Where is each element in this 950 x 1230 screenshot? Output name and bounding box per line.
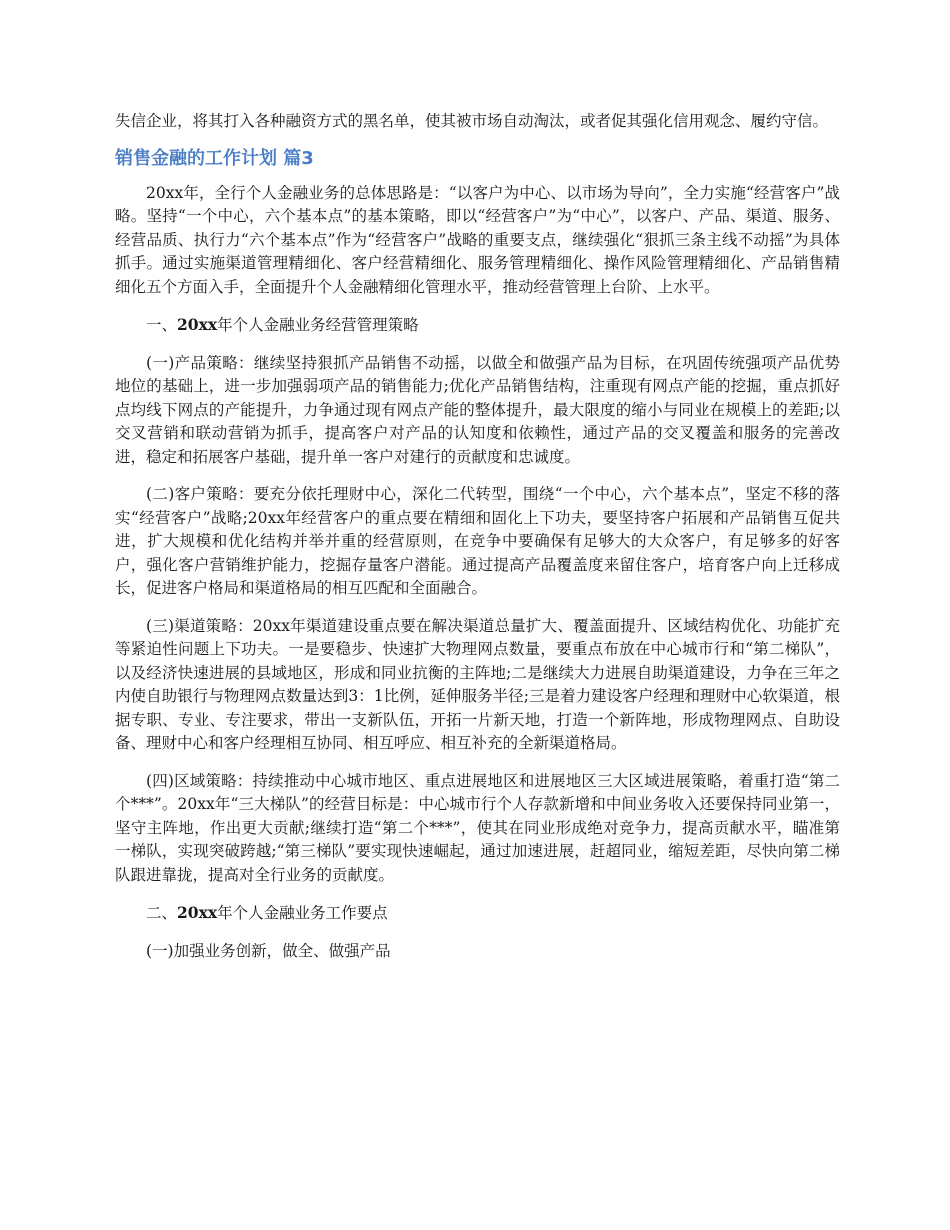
intro-paragraph: 20xx年，全行个人金融业务的总体思路是：“以客户为中心、以市场为导向”，全力实施“经营客户”战略。坚持“一个中心，六个基本点”的基本策略，即以“经营客户”为“中心”，以客户、产品、渠道、服务、经营品质、执行力“六个基本点”作为“经营客户”战略的重要支点，继续强化“狠抓三条主线不动摇”为具体抓手。通过实施渠道管理精细化、客户经营精细化、服务管理精细化、操作风险管理精细化、产品销售精细化五个方面入手，全面提升个人金融精细化管理水平，推动经营管理上台阶、上水平。 — [115, 183, 840, 296]
product-strategy-paragraph: (一)产品策略：继续坚持狠抓产品销售不动摇，以做全和做强产品为目标，在巩固传统强项产品优势地位的基础上，进一步加强弱项产品的销售能力;优化产品销售结构，注重现有网点产能的挖掘，重点抓好点均线下网点的产能提升，力争通过现有网点产能的整体提升，最大限度的缩小与同业在规模上的差距;以交叉营销和联动营销为抓手，提高客户对产品的认知度和依赖性，通过产品的交叉覆盖和服务的完善改进，稳定和拓展客户基础，提升单一客户对建行的贡献度和忠诚度。 — [115, 353, 840, 466]
customer-strategy-paragraph: (二)客户策略：要充分依托理财中心，深化二代转型，围绕“一个中心，六个基本点”，坚定不移的落实“经营客户”战略;20xx年经营客户的重点要在精细和固化上下功夫，要坚持客户拓展和产品销售互促共进，扩大规模和优化结构并举并重的经营原则，在竞争中要确保有足够大的大众客户，有足够多的好客户，强化客户营销维护能力，挖掘存量客户潜能。通过提高产品覆盖度来留住客户，培育客户向上迁移成长，促进客户格局和渠道格局的相互匹配和全面融合。 — [115, 485, 840, 597]
section-heading: 销售金融的工作计划 篇3 — [115, 147, 314, 169]
section2-title — [115, 901, 840, 926]
section1-year: 20xx — [177, 315, 218, 334]
section2-year: 20xx — [177, 903, 218, 922]
section2-text: 年个人金融业务工作要点 — [217, 904, 388, 922]
section1-prefix: 一、 — [146, 316, 178, 334]
section1-title — [115, 313, 840, 338]
innovation-paragraph: (一)加强业务创新，做全、做强产品 — [146, 941, 391, 960]
channel-strategy-paragraph: (三)渠道策略：20xx年渠道建设重点要在解决渠道总量扩大、覆盖面提升、区域结构优化、功能扩充等紧迫性问题上下功夫。一是要稳步、快速扩大物理网点数量，要重点布放在中心城市行和“第二梯队”，以及经济快速进展的县域地区，形成和同业抗衡的主阵地;二是继续大力进展自助渠道建设，力争在三年之内使自助银行与物理网点数量达到3：1比例，延伸服务半径;三是着力建设客户经理和理财中心软渠道，根据专职、专业、专注要求，带出一支新队伍，开拓一片新天地，打造一个新阵地，形成物理网点、自助设备、理财中心和客户经理相互协同、相互呼应、相互补充的全新渠道格局。 — [115, 616, 840, 752]
region-strategy-paragraph: (四)区域策略：持续推动中心城市地区、重点进展地区和进展地区三大区域进展策略，着重打造“第二个***”。20xx年“三大梯队”的经营目标是：中心城市行个人存款新增和中间业务收入还要保持同业第一，坚守主阵地，作出更大贡献;继续打造“第二个***”，使其在同业形成绝对竞争力，提高贡献水平，瞄准第一梯队，实现突破跨越;“第三梯队”要实现快速崛起，通过加速进展，赶超同业，缩短差距，尽快向第二梯队跟进靠拢，提高对全行业务的贡献度。 — [115, 771, 840, 884]
section1-text: 年个人金融业务经营管理策略 — [217, 316, 419, 334]
continuation-paragraph: 失信企业，将其打入各种融资方式的黑名单，使其被市场自动淘汰，或者促其强化信用观念、履约守信。 — [115, 112, 829, 130]
section2-prefix: 二、 — [146, 904, 178, 922]
